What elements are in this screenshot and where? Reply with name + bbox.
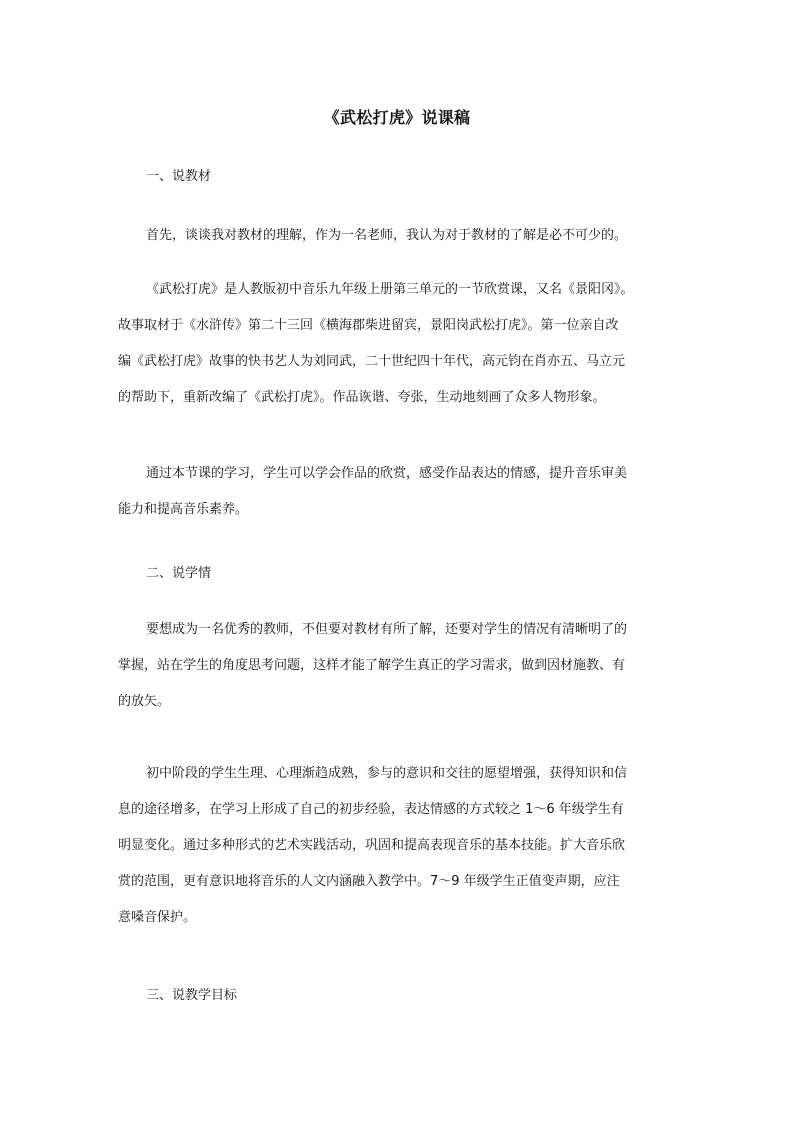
document-title: 《武松打虎》说课稿 <box>323 108 471 127</box>
paragraph-2 <box>118 272 678 416</box>
paragraph-line: 《武松打虎》是人教版初中音乐九年级上册第三单元的一节欣赏课，又名《景阳冈》。 <box>146 282 634 297</box>
paragraph-line: 要想成为一名优秀的教师，不但要对教材有所了解，还要对学生的情况有清晰明了的 <box>146 622 628 637</box>
paragraph-line: 编《武松打虎》故事的快书艺人为刘同武，二十世纪四十年代，高元钧在肖亦五、马立元 <box>118 354 626 369</box>
paragraph-line: 能力和提高音乐素养。 <box>118 502 249 517</box>
paragraph-line: 的帮助下，重新改编了《武松打虎》。作品诙谐、夸张，生动地刻画了众多人物形象。 <box>118 390 606 405</box>
section-heading-teaching-goals: 三、说教学目标 <box>146 988 238 1003</box>
paragraph-4 <box>118 612 678 720</box>
paragraph-1 <box>118 218 678 254</box>
paragraph-line: 明显变化。通过多种形式的艺术实践活动，巩固和提高表现音乐的基本技能。扩大音乐欣 <box>118 838 626 853</box>
paragraph-5 <box>118 756 678 936</box>
paragraph-line: 通过本节课的学习，学生可以学会作品的欣赏，感受作品表达的情感，提升音乐审美 <box>146 466 628 481</box>
section-heading-students: 二、说学情 <box>146 566 212 581</box>
paragraph-line: 故事取材于《水浒传》第二十三回《横海郡柴进留宾，景阳岗武松打虎》。第一位亲自改 <box>118 318 619 333</box>
paragraph-line: 赏的范围，更有意识地将音乐的人文内涵融入教学中。7～9 年级学生正值变声期，应注 <box>118 874 620 889</box>
section-heading-teaching-material: 一、说教材 <box>146 169 212 184</box>
paragraph-line: 息的途径增多，在学习上形成了自己的初步经验，表达情感的方式较之 1～6 年级学生有 <box>118 802 624 817</box>
paragraph-line: 首先，谈谈我对教材的理解，作为一名老师，我认为对于教材的了解是必不可少的。 <box>146 228 628 243</box>
paragraph-line: 意嗓音保护。 <box>118 910 197 925</box>
paragraph-line: 初中阶段的学生生理、心理渐趋成熟，参与的意识和交往的愿望增强，获得知识和信 <box>146 766 628 781</box>
paragraph-line: 掌握，站在学生的角度思考问题，这样才能了解学生真正的学习需求，做到因材施教、有 <box>118 658 626 673</box>
paragraph-3 <box>118 456 678 528</box>
paragraph-line: 的放矢。 <box>118 694 171 709</box>
